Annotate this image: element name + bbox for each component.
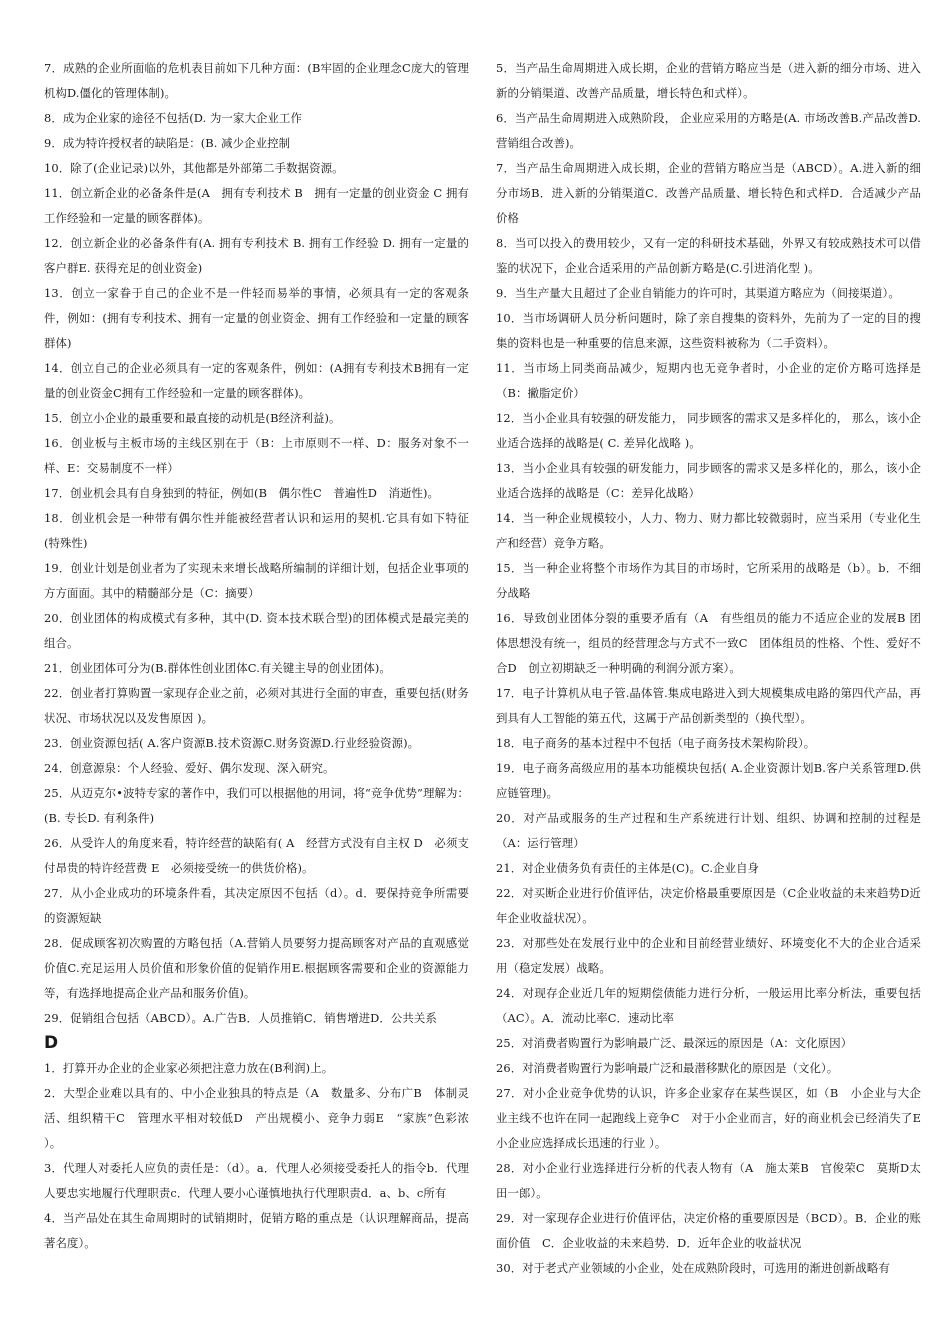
question-item: 23．对那些处在发展行业中的企业和目前经营业绩好、环境变化不大的企业合适采用（稳定发展）战略。 bbox=[496, 936, 921, 975]
question-item: 29．对一家现存企业进行价值评估，决定价格的重要原因是（BCD）。B．企业的账面价值 C．企业收益的未来趋势．D．近年企业的收益状况 bbox=[496, 1211, 921, 1250]
question-item: 1．打算开办企业的企业家必须把注意力放在(B利润)上。 bbox=[44, 1061, 334, 1075]
question-item: 20．创业团体的构成模式有多种，其中(D. 资本技术联合型)的团体模式是最完美的组合。 bbox=[44, 611, 469, 650]
question-item: 17．电子计算机从电子管.晶体管.集成电路进入到大规模集成电路的第四代产品，再到具有人工智能的第五代，这属于产品创新类型的（换代型）。 bbox=[496, 686, 921, 725]
section-heading-d: D bbox=[44, 1033, 59, 1053]
question-item: 7．成熟的企业所面临的危机表目前如下几种方面：(B牢固的企业理念C庞大的管理机构D.僵化的管理体制)。 bbox=[44, 61, 469, 100]
question-item: 14．创立自己的企业必须具有一定的客观条件，例如：(A拥有专利技术B拥有一定量的创业资金C拥有工作经验和一定量的顾客群体)。 bbox=[44, 361, 469, 400]
question-item: 18．创业机会是一种带有偶尔性并能被经营者认识和运用的契机.它具有如下特征(特殊性) bbox=[44, 511, 469, 550]
question-item: 29．促销组合包括（ABCD）。A.广告B．人员推销C．销售增进D．公共关系 bbox=[44, 1011, 437, 1025]
question-item: 22．对买断企业进行价值评估，决定价格最重要原因是（C企业收益的未来趋势D近年企业收益状况）。 bbox=[496, 886, 921, 925]
question-item: 26．对消费者购置行为影响最广泛和最潜移默化的原因是（文化）。 bbox=[496, 1061, 839, 1075]
question-item: 13．当小企业具有较强的研发能力，同步顾客的需求又是多样化的，那么，该小企业适合选择的战略是（C：差异化战略） bbox=[496, 461, 921, 500]
question-item: 13．创立一家眷于自己的企业不是一件轻而易举的事情，必须具有一定的客观条件，例如：(拥有专利技术、拥有一定量的创业资金、拥有工作经验和一定量的顾客群体) bbox=[44, 286, 469, 350]
question-item: 6．当产品生命周期进入成熟阶段， 企业应采用的方略是(A. 市场改善B.产品改善D.营销组合改善)。 bbox=[496, 111, 921, 150]
question-item: 11．创立新企业的必备条件是(A 拥有专利技术 B 拥有一定量的创业资金 C 拥有工作经验和一定量的顾客群体)。 bbox=[44, 186, 469, 225]
question-item: 30．对于老式产业领域的小企业，处在成熟阶段时，可选用的渐进创新战略有 bbox=[496, 1261, 890, 1275]
question-item: 15．当一种企业将整个市场作为其目的市场时，它所采用的战略是（b）。b．不细分战略 bbox=[496, 561, 921, 600]
question-item: 5．当产品生命周期进入成长期，企业的营销方略应当是（进入新的细分市场、进入新的分销渠道、改善产品质量，增长特色和式样）。 bbox=[496, 61, 921, 100]
question-item: 28．对小企业行业选择进行分析的代表人物有（A 施太莱B 官俊荣C 莫斯D太田一郎）。 bbox=[496, 1161, 921, 1200]
question-item: 20．对产品或服务的生产过程和生产系统进行计划、组织、协调和控制的过程是（A：运行管理） bbox=[496, 811, 921, 850]
question-item: 19．创业计划是创业者为了实现未来增长战略所编制的详细计划，包括企业事项的方方面面。其中的精髓部分是（C：摘要） bbox=[44, 561, 469, 600]
question-item: 15．创立小企业的最重要和最直接的动机是(B经济利益)。 bbox=[44, 411, 341, 425]
question-item: 11．当市场上同类商品减少，短期内也无竞争者时，小企业的定价方略可选择是（B：撇脂定价） bbox=[496, 361, 921, 400]
question-item: 2．大型企业难以具有的、中小企业独具的特点是（A 数量多、分布广B 体制灵活、组织精干C 管理水平相对较低D 产出规模小、竞争力弱E “家族”色彩浓 ）。 bbox=[44, 1086, 469, 1150]
question-item: 25．从迈克尔•波特专家的著作中，我们可以根据他的用词，将“竞争优势”理解为：(B. 专长D. 有利条件) bbox=[44, 786, 469, 825]
question-item: 25．对消费者购置行为影响最广泛、最深远的原因是（A：文化原因） bbox=[496, 1036, 853, 1050]
question-item: 19．电子商务高级应用的基本功能模块包括( A.企业资源计划B.客户关系管理D.供应链管理)。 bbox=[496, 761, 921, 800]
question-item: 12．创立新企业的必备条件有(A. 拥有专利技术 B. 拥有工作经验 D. 拥有一定量的客户群E. 获得充足的创业资金) bbox=[44, 236, 469, 275]
question-item: 21．创业团体可分为(B.群体性创业团体C.有关键主导的创业团体)。 bbox=[44, 661, 391, 675]
question-item: 8．成为企业家的途径不包括(D. 为一家大企业工作 bbox=[44, 111, 302, 125]
question-item: 10．当市场调研人员分析问题时，除了亲自搜集的资料外，先前为了一定的目的搜集的资料也是一种重要的信息来源，这些资料被称为（二手资料）。 bbox=[496, 311, 921, 350]
question-item: 4．当产品处在其生命周期时的试销期时，促销方略的重点是（认识理解商品，提高著名度）。 bbox=[44, 1211, 469, 1250]
question-item: 10．除了(企业记录)以外，其他都是外部第二手数据资源。 bbox=[44, 161, 344, 175]
question-item: 27．对小企业竞争优势的认识，许多企业家存在某些误区，如（B 小企业与大企业主线不也许在同一起跑线上竞争C 对于小企业而言，好的商业机会已经消失了E 小企业应选择成长迅速的行业 ）。 bbox=[496, 1086, 933, 1150]
question-item: 14．当一种企业规模较小，人力、物力、财力都比较微弱时，应当采用（专业化生产和经营）竞争方略。 bbox=[496, 511, 921, 550]
question-item: 16．导致创业团体分裂的重要矛盾有（A 有些组员的能力不适应企业的发展B 团体思想没有统一，组员的经营理念与方式不一致C 团体组员的性格、个性、爱好不合D 创立初期缺乏一种明确的利润分派方案）。 bbox=[496, 611, 921, 675]
question-item: 22．创业者打算购置一家现存企业之前，必须对其进行全面的审查，重要包括(财务状况、市场状况以及发售原因 )。 bbox=[44, 686, 469, 725]
question-item: 26．从受许人的角度来看，特许经营的缺陷有( A 经营方式没有自主权 D 必须支付昂贵的特许经营费 E 必须接受统一的供货价格)。 bbox=[44, 836, 469, 875]
question-item: 21．对企业债务负有责任的主体是(C)。C.企业自身 bbox=[496, 861, 760, 875]
question-item: 24．对现存企业近几年的短期偿债能力进行分析，一般运用比率分析法，重要包括（AC）。A．流动比率C．速动比率 bbox=[496, 986, 921, 1025]
question-item: 3．代理人对委托人应负的责任是：（d）。a．代理人必须接受委托人的指令b．代理人要忠实地履行代理职责c．代理人要小心谨慎地执行代理职责d．a、b、c所有 bbox=[44, 1161, 469, 1200]
question-item: 17．创业机会具有自身独到的特征，例如(B 偶尔性C 普遍性D 消逝性)。 bbox=[44, 486, 440, 500]
question-item: 8．当可以投入的费用较少，又有一定的科研技术基础，外界又有较成熟技术可以借鉴的状况下，企业合适采用的产品创新方略是(C.引进消化型 )。 bbox=[496, 236, 921, 275]
question-item: 16．创业板与主板市场的主线区别在于（B：上市原则不一样、D：服务对象不一样、E：交易制度不一样） bbox=[44, 436, 469, 475]
question-item: 23．创业资源包括( A.客户资源B.技术资源C.财务资源D.行业经验资源)。 bbox=[44, 736, 420, 750]
question-item: 9．当生产量大且超过了企业自销能力的许可时，其渠道方略应为（间接渠道）。 bbox=[496, 286, 900, 300]
question-item: 12．当小企业具有较强的研发能力， 同步顾客的需求又是多样化的， 那么，该小企业适合选择的战略是( C. 差异化战略 )。 bbox=[496, 411, 921, 450]
right-column bbox=[496, 56, 933, 1281]
question-item: 27．从小企业成功的环境条件看，其决定原因不包括（d）。d．要保持竞争所需要的资源短缺 bbox=[44, 886, 469, 925]
question-item: 18．电子商务的基本过程中不包括（电子商务技术架构阶段）。 bbox=[496, 736, 816, 750]
question-item: 9．成为特许授权者的缺陷是：(B. 减少企业控制 bbox=[44, 136, 291, 150]
left-column bbox=[44, 56, 469, 1256]
question-item: 24．创意源泉：个人经验、爱好、偶尔发现、深入研究。 bbox=[44, 761, 335, 775]
question-item: 7．当产品生命周期进入成长期，企业的营销方略应当是（ABCD）。A.进入新的细分市场B．进入新的分销渠道C．改善产品质量、增长特色和式样D．合适减少产品价格 bbox=[496, 161, 921, 225]
question-item: 28．促成顾客初次购置的方略包括（A.营销人员要努力提高顾客对产品的直观感觉价值C.充足运用人员价值和形象价值的促销作用E.根据顾客需要和企业的资源能力等，有选择地提高企业产品和服务价值)。 bbox=[44, 936, 469, 1000]
